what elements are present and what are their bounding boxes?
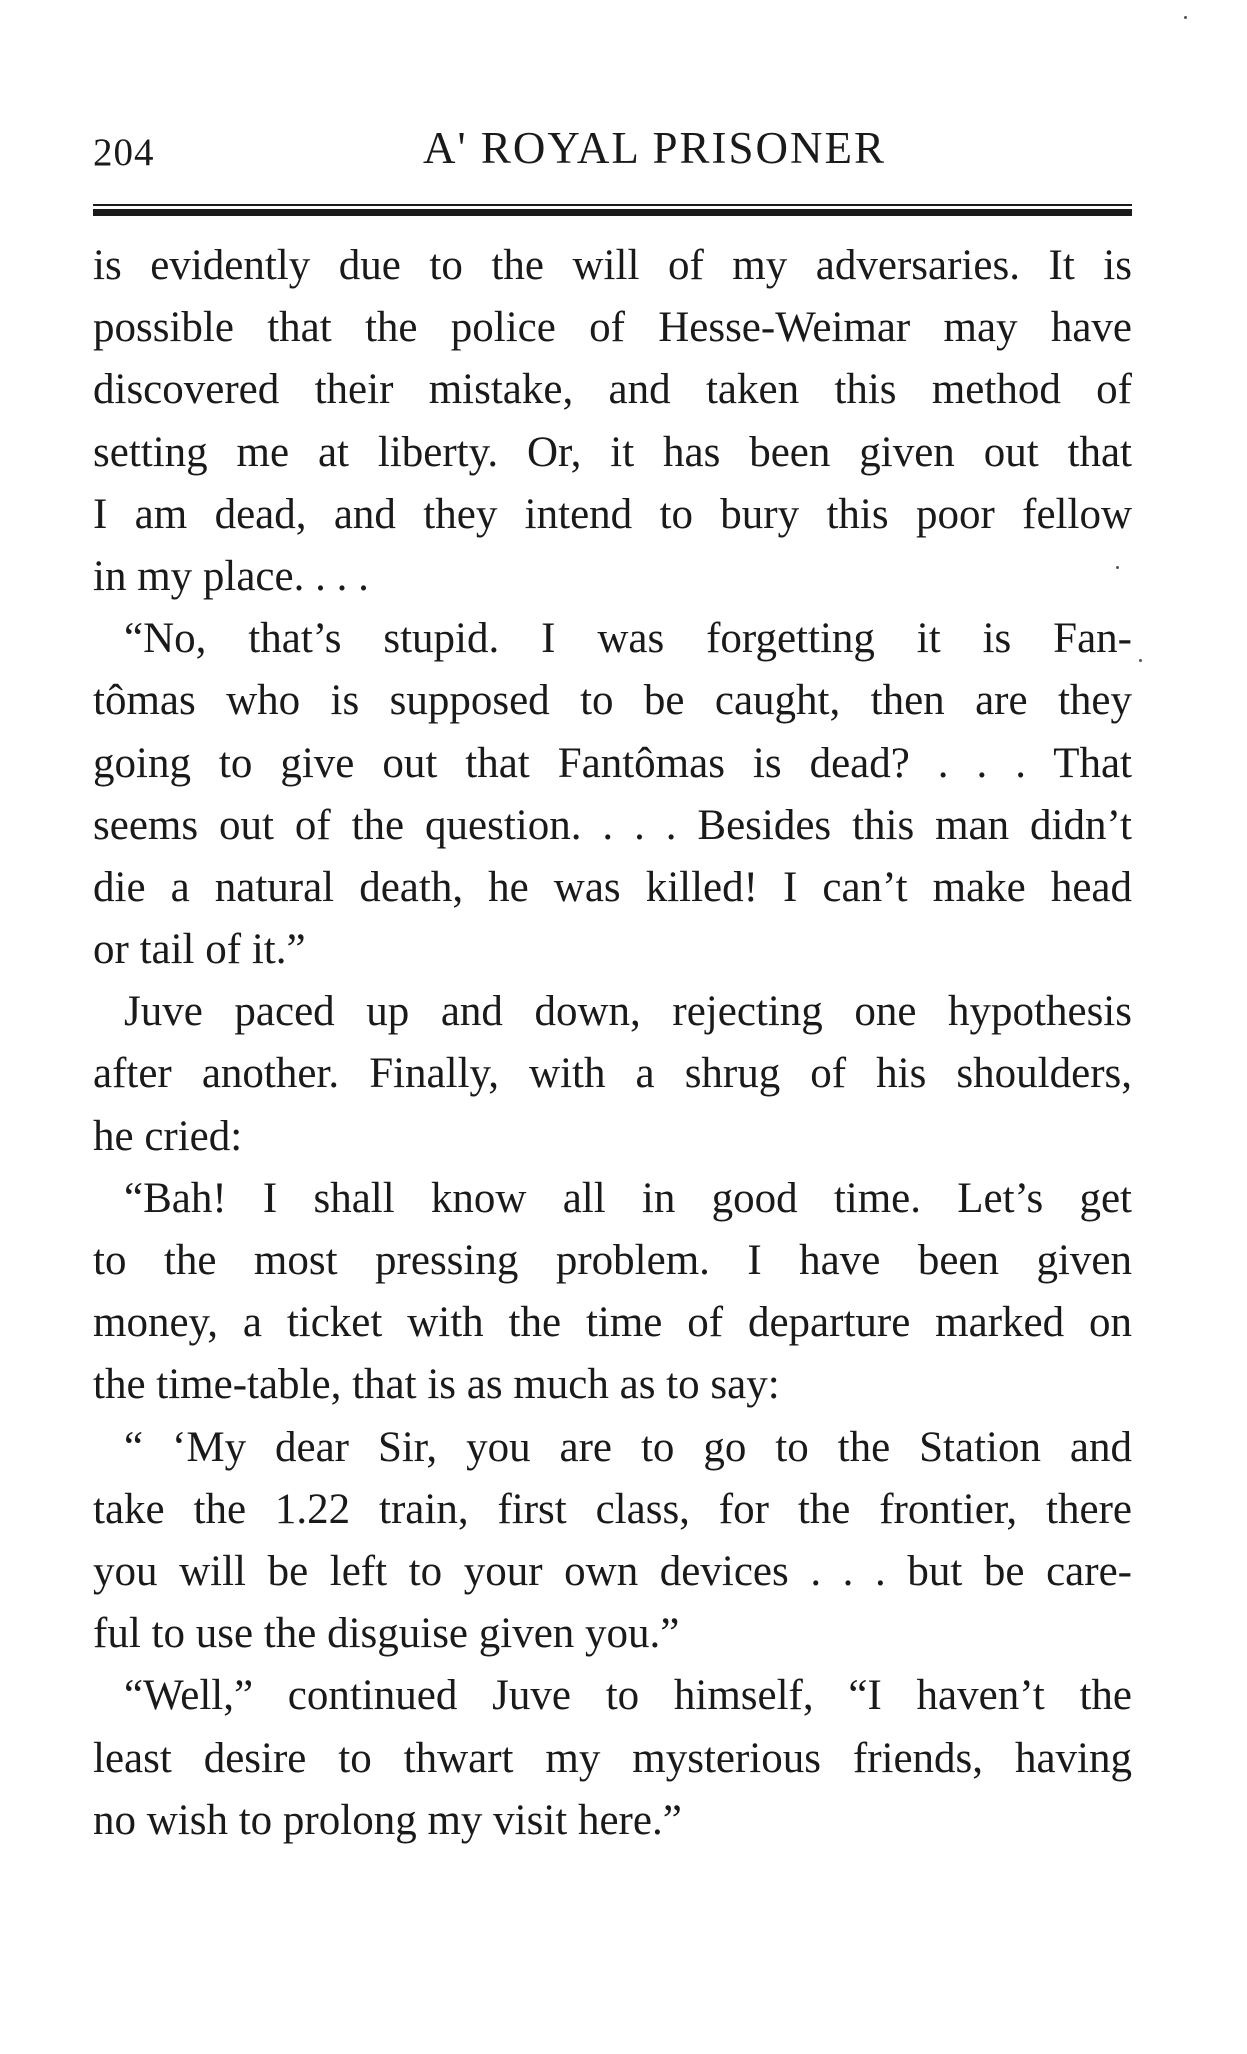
text-line: he cried: [93,1112,243,1160]
text-line: take the 1.22 train, first class, for the frontier, there [93,1485,1132,1533]
paper-speck [1116,566,1119,569]
text-line: seems out of the question. . . . Besides this man didn’t [93,801,1132,849]
text-line: “Bah! I shall know all in good time. Let’s get [124,1174,1132,1222]
paragraph-2 [93,608,1132,981]
text-line: to the most pressing problem. I have been given [93,1237,1132,1284]
text-line: in my place. . . . [93,552,369,600]
paper-speck [1139,659,1142,662]
header-rule [93,204,1132,216]
text-line: die a natural death, he was killed! I can’t make head [93,863,1132,911]
header-rule-thin [93,204,1132,206]
text-line: ful to use the disguise given you.” [93,1610,680,1658]
text-line: tômas who is supposed to be caught, then are they [93,677,1132,725]
body-text [93,235,1132,1852]
text-line: Juve paced up and down, rejecting one hypothesis [124,988,1132,1036]
paper-speck [1184,16,1187,19]
text-line: least desire to thwart my mysterious friends, having [93,1734,1132,1782]
running-title: A' ROYAL PRISONER [423,123,886,173]
paragraph-3 [93,981,1132,1168]
page-number: 204 [93,131,155,174]
text-line: “ ‘My dear Sir, you are to go to the Station and [124,1423,1132,1471]
text-line: “Well,” continued Juve to himself, “I haven’t the [124,1672,1132,1720]
text-line: discovered their mistake, and taken this method of [93,366,1132,414]
paragraph-6 [93,1665,1132,1852]
text-line: I am dead, and they intend to bury this poor fellow [93,490,1132,538]
text-line: setting me at liberty. Or, it has been given out that [93,428,1132,476]
text-line: “No, that’s stupid. I was forgetting it is Fan- [124,615,1132,663]
paragraph-4 [93,1168,1132,1417]
paragraph-5 [93,1417,1132,1666]
paragraph-1 [93,235,1132,608]
text-line: after another. Finally, with a shrug of his shoulders, [93,1050,1132,1098]
text-line: money, a ticket with the time of departure marked on [93,1299,1132,1347]
text-line: is evidently due to the will of my adversaries. It is [93,242,1132,289]
header-rule-thick [93,209,1132,216]
text-line: you will be left to your own devices . . . but be care- [93,1547,1132,1595]
text-line: no wish to prolong my visit here.” [93,1796,682,1844]
text-line: or tail of it.” [93,926,306,974]
text-line: the time-table, that is as much as to say: [93,1361,780,1409]
text-line: possible that the police of Hesse-Weimar may have [93,304,1132,352]
running-head [93,122,1132,178]
text-line: going to give out that Fantômas is dead? . . . That [93,739,1132,787]
